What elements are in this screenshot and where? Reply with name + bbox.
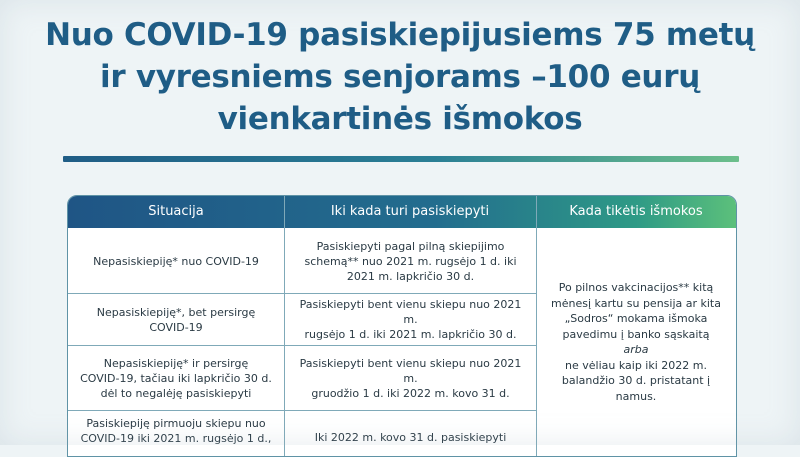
cell-text: Pasiskiepiję pirmuoju skiepu nuo [86,417,266,430]
title-divider [63,156,739,162]
cell-text: Pasiskiepyti bent vienu skiepu nuo 2021 m. [299,298,522,326]
cell-text: Iki 2022 m. kovo 31 d. pasiskiepyti [314,431,507,444]
cell-text: ne vėliau kaip iki 2022 m. [565,358,707,372]
cell-text: balandžio 30 d. pristatant į [561,374,711,387]
cell-text: schemą** nuo 2021 m. rugsėjo 1 d. iki [304,254,517,268]
cell-text: Pasiskiepyti pagal pilną skiepijimo [316,239,505,253]
table-row-3-situation [68,346,284,410]
header-deadline: Iki kada turi pasiskiepyti [330,204,490,219]
table-row-1-situation [68,229,284,293]
table-header [68,196,736,228]
or-label: arba [623,343,649,356]
cell-text: Nepasiskiepiję* ir persirgę [103,356,249,370]
cell-text: gruodžio 1 d. iki 2022 m. kovo 31 d. [311,386,510,400]
row-divider [68,410,536,411]
payout-cell [537,232,735,452]
table-row-1-deadline [285,229,536,293]
info-table [67,195,737,457]
table-row-2-situation [68,294,284,345]
table-row-4-deadline [285,430,536,450]
cell-text: COVID-19 [149,320,203,334]
cell-text: COVID-19, tačiau iki lapkričio 30 d. [80,371,272,385]
cell-text: Pasiskiepyti bent vienu skiepu nuo 2021 m. [299,356,522,385]
cell-text: 2021 m. lapkričio 30 d. [346,269,475,283]
cell-text: Nepasiskiepiję* nuo COVID-19 [93,254,259,268]
title-line-2: ir vyresniems senjorams –100 eurų [100,59,700,95]
title-line-1: Nuo COVID-19 pasiskiepijusiems 75 metų [45,17,755,53]
cell-text: Nepasiskiepiję*, bet persirgę [96,305,256,319]
cell-text: COVID-19 iki 2021 m. rugsėjo 1 d., [80,432,272,445]
cell-text: „Sodros“ mokama išmoka [564,312,708,325]
table-row-3-deadline [285,346,536,410]
table-row-2-deadline [285,294,536,345]
title-line-3: vienkartinės išmokos [217,101,583,137]
header-payout: Kada tikėtis išmokos [569,204,703,219]
cell-text: Po pilnos vakcinacijos** kitą [558,281,714,294]
cell-text: mėnesį kartu su pensija ar kita [551,296,721,310]
cell-text: dėl to negalėję pasiskiepyti [100,386,252,400]
header-situation: Situacija [148,204,204,219]
cell-text: pavedimu į banko sąskaitą [562,327,710,341]
page-title [0,14,800,140]
cell-text: rugsėjo 1 d. iki 2021 m. lapkričio 30 d. [304,328,517,341]
cell-text: namus. [615,389,657,403]
